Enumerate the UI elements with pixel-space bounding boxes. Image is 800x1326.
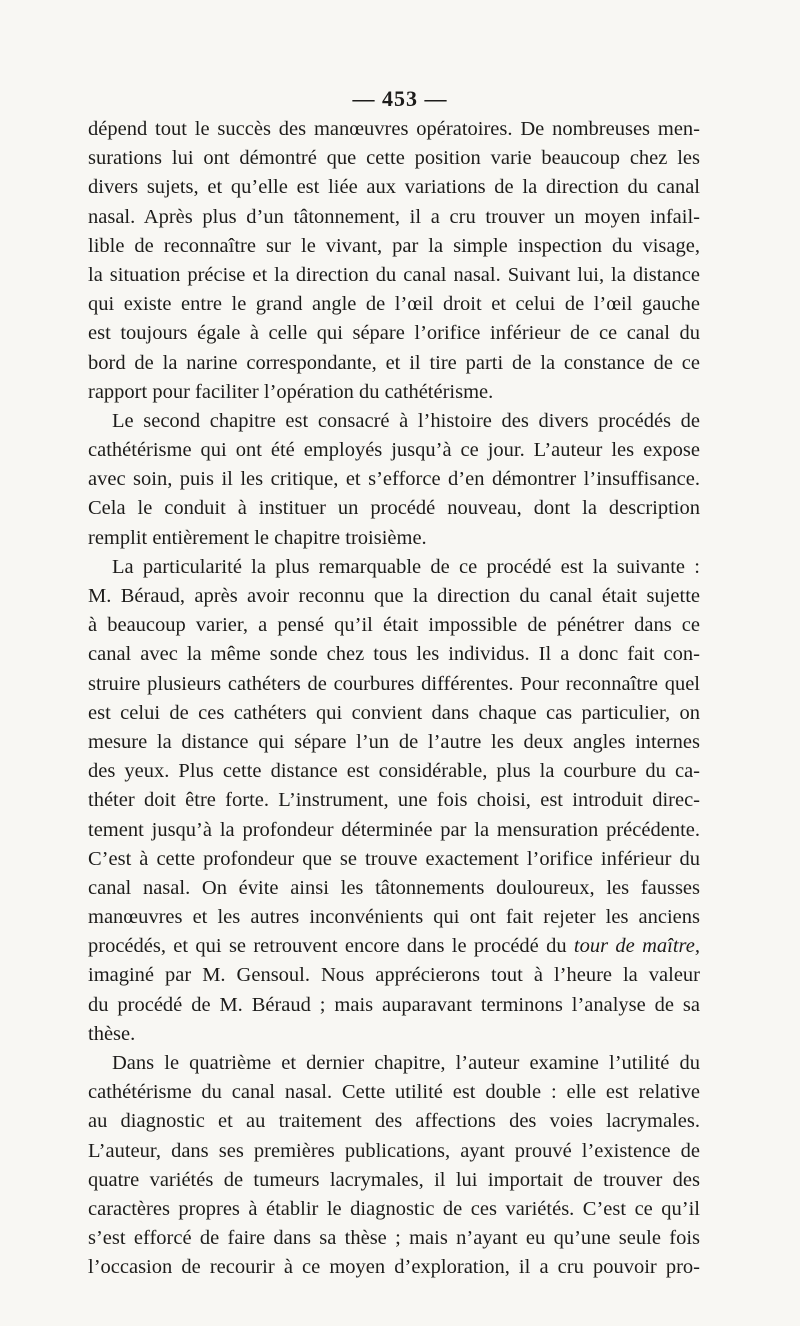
text-line: rapport pour faciliter l’opération du cathétérisme. [88, 380, 494, 403]
text-line: au diagnostic et au traitement des affections des voies lacrymales. [88, 1110, 700, 1133]
text-line: thèse. [88, 1022, 136, 1045]
text-line: nasal. Après plus d’un tâtonnement, il a cru trouver un moyen infail- [88, 205, 700, 228]
text-line: avec soin, puis il les critique, et s’efforce d’en démontrer l’insuffisance. [88, 468, 700, 491]
text-line: cathétérisme qui ont été employés jusqu’à ce jour. L’auteur les expose [88, 439, 700, 462]
text-line: Dans le quatrième et dernier chapitre, l’auteur examine l’utilité du [112, 1052, 700, 1074]
text-line: est celui de ces cathéters qui convient dans chaque cas particulier, on [88, 701, 700, 724]
text-line: struire plusieurs cathéters de courbures différentes. Pour reconnaître quel [88, 672, 700, 695]
text-line: imaginé par M. Gensoul. Nous apprécierons tout à l’heure la valeur [88, 964, 700, 987]
text-line: lible de reconnaître sur le vivant, par la simple inspection du visage, [88, 234, 700, 257]
text-line: des yeux. Plus cette distance est considérable, plus la courbure du ca- [88, 760, 700, 783]
text-line: C’est à cette profondeur que se trouve exactement l’orifice inférieur du [88, 847, 700, 870]
text-line: qui existe entre le grand angle de l’œil droit et celui de l’œil gauche [88, 293, 700, 316]
text-line: la situation précise et la direction du canal nasal. Suivant lui, la distance [88, 263, 700, 286]
text-line: théter doit être forte. L’instrument, une fois choisi, est introduit direc- [88, 789, 700, 812]
text-line: manœuvres et les autres inconvénients qui ont fait rejeter les anciens [88, 906, 700, 929]
text-line: Cela le conduit à instituer un procédé nouveau, dont la description [88, 497, 700, 520]
text-line: L’auteur, dans ses premières publications, ayant prouvé l’existence de [88, 1139, 700, 1162]
text-line: Le second chapitre est consacré à l’histoire des divers procédés de [112, 409, 700, 432]
text-segment: procédés, et qui se retrouvent encore dans le procédé du [88, 935, 574, 958]
text-line: La particularité la plus remarquable de ce procédé est la suivante : [112, 555, 700, 578]
text-line: M. Béraud, après avoir reconnu que la direction du canal était sujette [88, 585, 700, 607]
text-line: bord de la narine correspondante, et il tire parti de la constance de ce [88, 351, 700, 374]
text-line: s’est efforcé de faire dans sa thèse ; mais n’ayant eu qu’une seule fois [88, 1227, 700, 1250]
body-text [88, 115, 700, 1283]
text-line: remplit entièrement le chapitre troisième. [88, 526, 427, 549]
text-line: divers sujets, et qu’elle est liée aux variations de la direction du canal [88, 176, 700, 199]
text-line: cathétérisme du canal nasal. Cette utilité est double : elle est relative [88, 1081, 700, 1104]
text-line: canal nasal. On évite ainsi les tâtonnements douloureux, les fausses [88, 876, 700, 899]
text-line: quatre variétés de tumeurs lacrymales, il lui importait de trouver des [88, 1168, 700, 1191]
text-line: à beaucoup varier, a pensé qu’il était impossible de pénétrer dans ce [88, 614, 700, 637]
text-line: est toujours égale à celle qui sépare l’orifice inférieur de ce canal du [88, 322, 700, 345]
text-line: l’occasion de recourir à ce moyen d’exploration, il a cru pouvoir pro- [88, 1256, 700, 1279]
text-line: du procédé de M. Béraud ; mais auparavant terminons l’analyse de sa [88, 993, 700, 1016]
text-line: dépend tout le succès des manœuvres opératoires. De nombreuses men- [88, 118, 700, 140]
text-line: canal avec la même sonde chez tous les individus. Il a donc fait con- [88, 643, 700, 666]
text-line [88, 932, 700, 961]
text-line: tement jusqu’à la profondeur déterminée par la mensuration précédente. [88, 818, 700, 841]
text-line: surations lui ont démontré que cette position varie beaucoup chez les [88, 147, 700, 170]
italic-term: tour de maître, [573, 935, 700, 958]
text-line: caractères propres à établir le diagnostic de ces variétés. C’est ce qu’il [88, 1197, 700, 1220]
page-number: — 453 — [352, 86, 448, 111]
text-line: mesure la distance qui sépare l’un de l’autre les deux angles internes [88, 730, 700, 753]
